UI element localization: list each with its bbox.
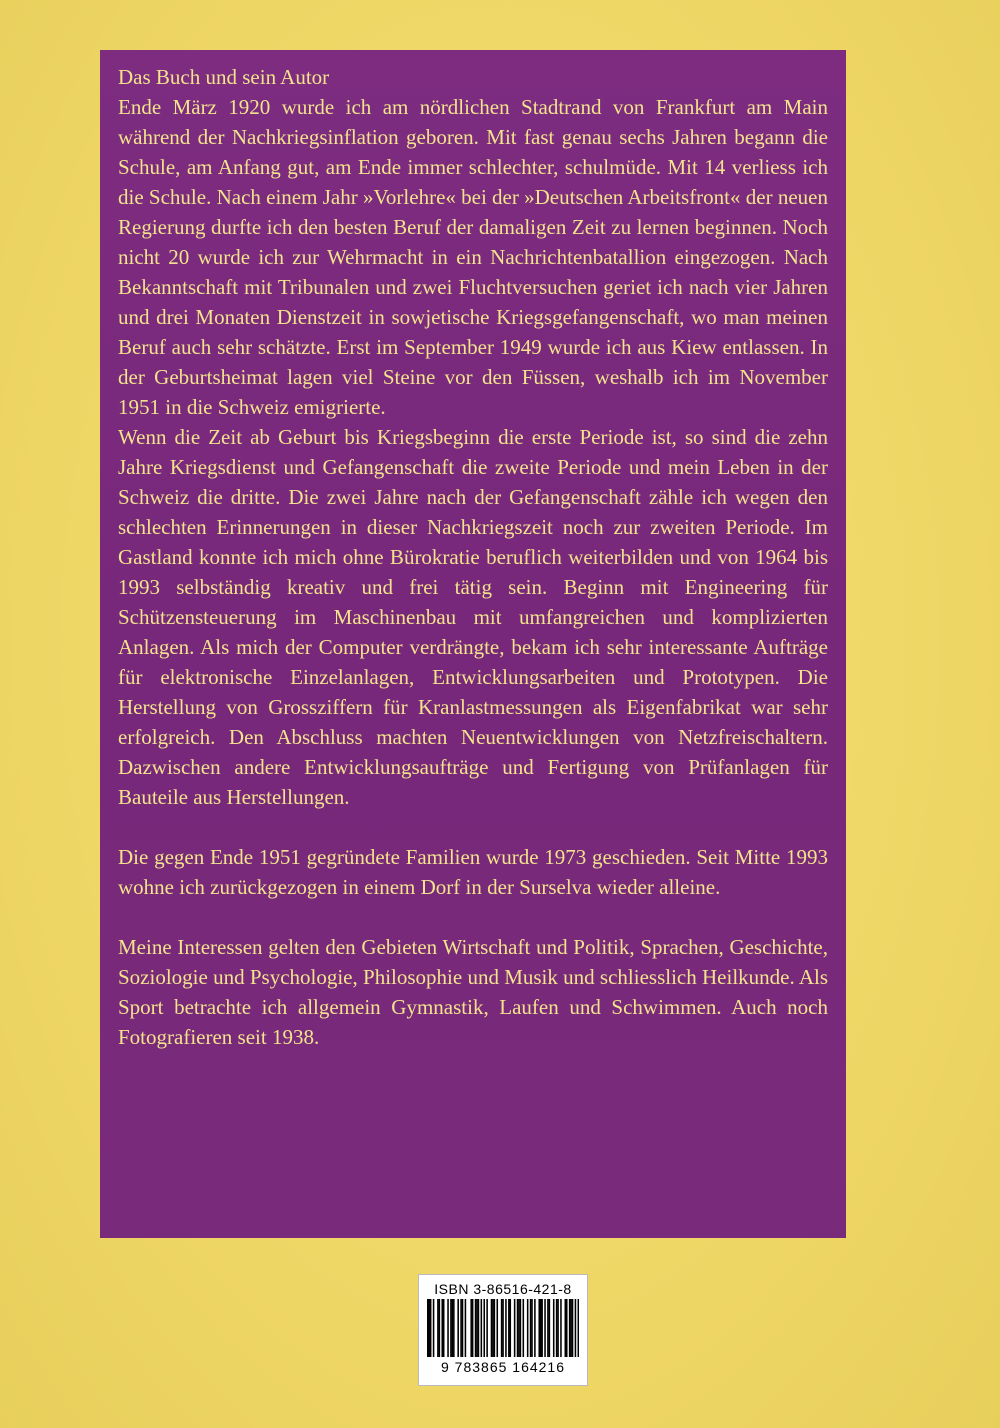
barcode-bar xyxy=(544,1299,546,1357)
barcode-digits: 9 783865 164216 xyxy=(441,1359,565,1375)
barcode-bar xyxy=(572,1299,574,1357)
barcode-bar xyxy=(560,1299,562,1357)
barcode-bar xyxy=(523,1299,525,1357)
barcode-bar xyxy=(531,1299,533,1357)
barcode-bar xyxy=(502,1299,504,1357)
barcode-bar xyxy=(527,1299,529,1357)
barcode-bars-icon xyxy=(427,1299,579,1357)
barcode-bar xyxy=(517,1299,519,1357)
barcode-bar xyxy=(578,1299,579,1357)
barcode-bar xyxy=(447,1299,449,1357)
barcode-bar xyxy=(510,1299,512,1357)
back-cover-text-panel xyxy=(100,50,846,1238)
barcode-bar xyxy=(486,1299,488,1357)
barcode-bar xyxy=(462,1299,464,1357)
barcode-bar xyxy=(540,1299,542,1357)
barcode-bar xyxy=(475,1299,477,1357)
barcode-bar xyxy=(538,1299,540,1357)
barcode-bar xyxy=(433,1299,435,1357)
barcode-bar xyxy=(472,1299,474,1357)
barcode-bar xyxy=(518,1299,520,1357)
biography-paragraph-4: Meine Interessen gelten den Gebieten Wirtschaft und Politik, Sprachen, Geschichte, Soziologie und Psychologie, Philosophie und Musik und schliesslich Heilkunde. Als Sport betrachte ich allgemein Gymnastik, Laufen und Schwimmen. Auch noch Fotografieren seit 1938. xyxy=(118,935,828,1049)
barcode-bar xyxy=(465,1299,467,1357)
barcode-bar xyxy=(428,1299,430,1357)
barcode-bar xyxy=(437,1299,439,1357)
barcode-bar xyxy=(514,1299,516,1357)
barcode-bar xyxy=(470,1299,472,1357)
barcode-bar xyxy=(541,1299,543,1357)
barcode-bar xyxy=(505,1299,507,1357)
barcode-bar xyxy=(450,1299,452,1357)
barcode-bar xyxy=(439,1299,441,1357)
paragraph-spacer xyxy=(118,902,828,932)
biography-paragraph-1: Ende März 1920 wurde ich am nördlichen Stadtrand von Frankfurt am Main während der Nachkriegsinflation geboren. Mit fast genau sechs Jahren begann die Schule, am Anfang gut, am Ende immer schlechter, schulmüde. Mit 14 verliess ich die Schule. Nach einem Jahr »Vorlehre« bei der »Deutschen Arbeitsfront« der neuen Regierung durfte ich den besten Beruf der damaligen Zeit zu lernen beginnen. Noch nicht 20 wurde ich zur Wehrmacht in ein Nachrichtenbatallion eingezogen. Nach Bekanntschaft mit Tribunalen und zwei Fluchtversuchen geriet ich nach vier Jahren und drei Monaten Dienstzeit in sowjetische Kriegsgefangenschaft, wo man meinen Beruf auch sehr schätzte. Erst im September 1949 wurde ich aus Kiew entlassen. In der Geburtsheimat lagen viel Steine vor den Füssen, weshalb ich im November 1951 in die Schweiz emigrierte. xyxy=(118,95,828,419)
barcode-bar xyxy=(547,1299,549,1357)
barcode-bar xyxy=(476,1299,478,1357)
barcode-bar xyxy=(565,1299,567,1357)
barcode-bar xyxy=(478,1299,480,1357)
barcode-bar xyxy=(491,1299,493,1357)
barcode-bar xyxy=(494,1299,496,1357)
barcode-bar xyxy=(530,1299,532,1357)
barcode-bar xyxy=(556,1299,558,1357)
barcode-bar xyxy=(553,1299,555,1357)
barcode-bar xyxy=(557,1299,559,1357)
barcode-bar xyxy=(457,1299,459,1357)
barcode-bar xyxy=(443,1299,445,1357)
barcode-bar xyxy=(501,1299,503,1357)
barcode-bar xyxy=(508,1299,510,1357)
barcode-bar xyxy=(427,1299,429,1357)
biography-paragraph-3: Die gegen Ende 1951 gegründete Familien wurde 1973 geschieden. Seit Mitte 1993 wohne ich zurückgezogen in einem Dorf in der Surselva wieder alleine. xyxy=(118,845,828,899)
barcode-bar xyxy=(534,1299,536,1357)
barcode-bar xyxy=(575,1299,577,1357)
barcode-bar xyxy=(570,1299,572,1357)
biography-paragraph-2: Wenn die Zeit ab Geburt bis Kriegsbeginn die erste Periode ist, so sind die zehn Jahre Kriegsdienst und Gefangenschaft die zweite Periode und mein Leben in der Schweiz die dritte. Die zwei Jahre nach der Gefangenschaft zähle ich wegen den schlechten Erinnerungen in dieser Nachkriegszeit noch zur zweiten Periode. Im Gastland konnte ich mich ohne Bürokratie beruflich weiterbilden und von 1964 bis 1993 selbständig kreativ und frei tätig sein. Beginn mit Engineering für Schützensteuerung im Maschinenbau mit umfangreichen und komplizierten Anlagen. Als mich der Computer verdrängte, bekam ich sehr interessante Aufträge für elektronische Einzelanlagen, Entwicklungsarbeiten und Prototypen. Die Herstellung von Grossziffern für Kranlastmessungen als Eigenfabrikat war sehr erfolgreich. Den Abschluss machten Neuentwicklungen von Netzfreischaltern. Dazwischen andere Entwicklungsaufträge und Fertigung von Prüfanlagen für Bauteile aus Herstellungen. xyxy=(118,425,828,809)
isbn-label: ISBN 3-86516-421-8 xyxy=(434,1281,572,1297)
barcode-bar xyxy=(430,1299,432,1357)
barcode-bar xyxy=(452,1299,454,1357)
barcode-bar xyxy=(549,1299,551,1357)
paragraph-spacer xyxy=(118,812,828,842)
barcode-bar xyxy=(520,1299,522,1357)
barcode-bar xyxy=(566,1299,568,1357)
barcode-bar xyxy=(492,1299,494,1357)
barcode-bar xyxy=(460,1299,462,1357)
barcode-bar xyxy=(441,1299,443,1357)
barcode-bar xyxy=(481,1299,483,1357)
section-heading: Das Buch und sein Autor xyxy=(118,65,330,89)
barcode-bar xyxy=(453,1299,455,1357)
barcode-bar xyxy=(483,1299,485,1357)
barcode-bar xyxy=(496,1299,498,1357)
isbn-barcode xyxy=(418,1274,588,1386)
barcode-bar xyxy=(569,1299,571,1357)
